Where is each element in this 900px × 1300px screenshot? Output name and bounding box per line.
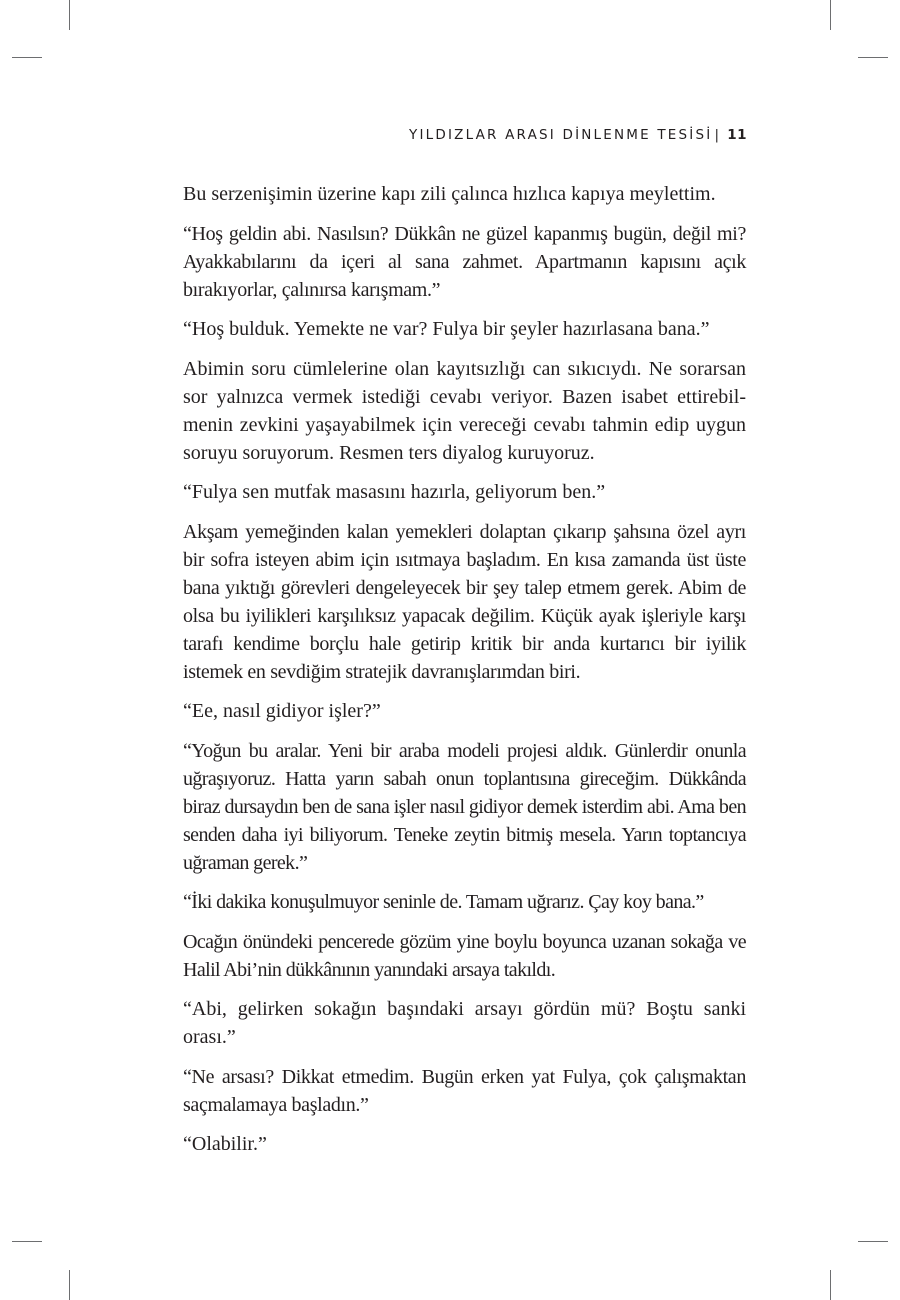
crop-mark-left-top xyxy=(12,57,42,58)
running-header xyxy=(409,127,747,143)
paragraph-3: “Hoş bulduk. Yemekte ne var? Fulya bir şeyler hazırlasana bana.” xyxy=(183,318,710,340)
paragraph-13: “Olabilir.” xyxy=(183,1133,267,1155)
paragraph-11: “Abi, gelirken sokağın başındaki arsayı gördün mü? Boştu sanki orası.” xyxy=(183,998,746,1048)
crop-mark-left-bottom xyxy=(12,1241,42,1242)
crop-mark-top-right xyxy=(830,0,831,30)
crop-mark-right-bottom xyxy=(858,1241,888,1242)
page-body-text xyxy=(183,180,746,1170)
crop-mark-bottom-left xyxy=(69,1270,70,1300)
paragraph-6: Akşam yemeğinden kalan yemekleri dolaptan çıkarıp şahsına özel ayrı bir sofra isteyen abim için ısıtmaya başladım. En kısa zamanda üst üste bana yıktığı görevleri dengeleyecek bir şey talep etmem gerek. Abim de olsa bu iyilikleri karşılıksız yapacak değilim. Küçük ayak işleriyle karşı tarafı kendime borçlu hale getirip kritik bir anda kurtarıcı bir iyilik istemek en sevdiğim stratejik davranışlarımdan biri. xyxy=(183,520,746,683)
paragraph-2: “Hoş geldin abi. Nasılsın? Dükkân ne güzel kapanmış bugün, değil mi? Ayakkabılarını da içeri al sana zahmet. Apartmanın kapısını açık bırakıyorlar, çalınırsa karışmam.” xyxy=(183,222,746,301)
paragraph-12: “Ne arsası? Dikkat etmedim. Bugün erken yat Fulya, çok çalışmaktan saçmalamaya başladın.” xyxy=(183,1065,746,1116)
paragraph-8: “Yoğun bu aralar. Yeni bir araba modeli projesi aldık. Günlerdir onunla uğraşıyoruz. Hatta yarın sabah onun toplantısına gireceğim. Dükkânda biraz dursaydın ben de sana işler nasıl gidiyor demek isterdim abi. Ama ben senden daha iyi biliyorum. Teneke zeytin bitmiş mesela. Yarın toptancıya uğraman gerek.” xyxy=(183,739,746,874)
header-separator: | xyxy=(714,127,722,143)
paragraph-10: Ocağın önündeki pencerede gözüm yine boylu boyunca uzanan sokağa ve Halil Abi’nin dükkânının yanındaki arsaya takıldı. xyxy=(183,930,746,981)
paragraph-4: Abimin soru cümlelerine olan kayıtsızlığı can sıkıcıydı. Ne sorarsan sor yalnızca vermek istediği cevabı veriyor. Bazen isabet ettirebilmenin zevkini yaşayabilmek için vereceği cevabı tahmin edip uygun soruyu soruyorum. Resmen ters diyalog kuruyoruz. xyxy=(183,357,746,464)
paragraph-9: “İki dakika konuşulmuyor seninle de. Tamam uğrarız. Çay koy bana.” xyxy=(183,891,704,913)
page-number: 11 xyxy=(727,127,747,143)
paragraph-1: Bu serzenişimin üzerine kapı zili çalınca hızlıca kapıya meylettim. xyxy=(183,183,716,205)
crop-mark-top-left xyxy=(69,0,70,30)
paragraph-7: “Ee, nasıl gidiyor işler?” xyxy=(183,700,381,722)
book-title: YILDIZLAR ARASI DİNLENME TESİSİ xyxy=(409,127,713,143)
crop-mark-right-top xyxy=(858,57,888,58)
paragraph-5: “Fulya sen mutfak masasını hazırla, geliyorum ben.” xyxy=(183,481,606,503)
crop-mark-bottom-right xyxy=(830,1270,831,1300)
